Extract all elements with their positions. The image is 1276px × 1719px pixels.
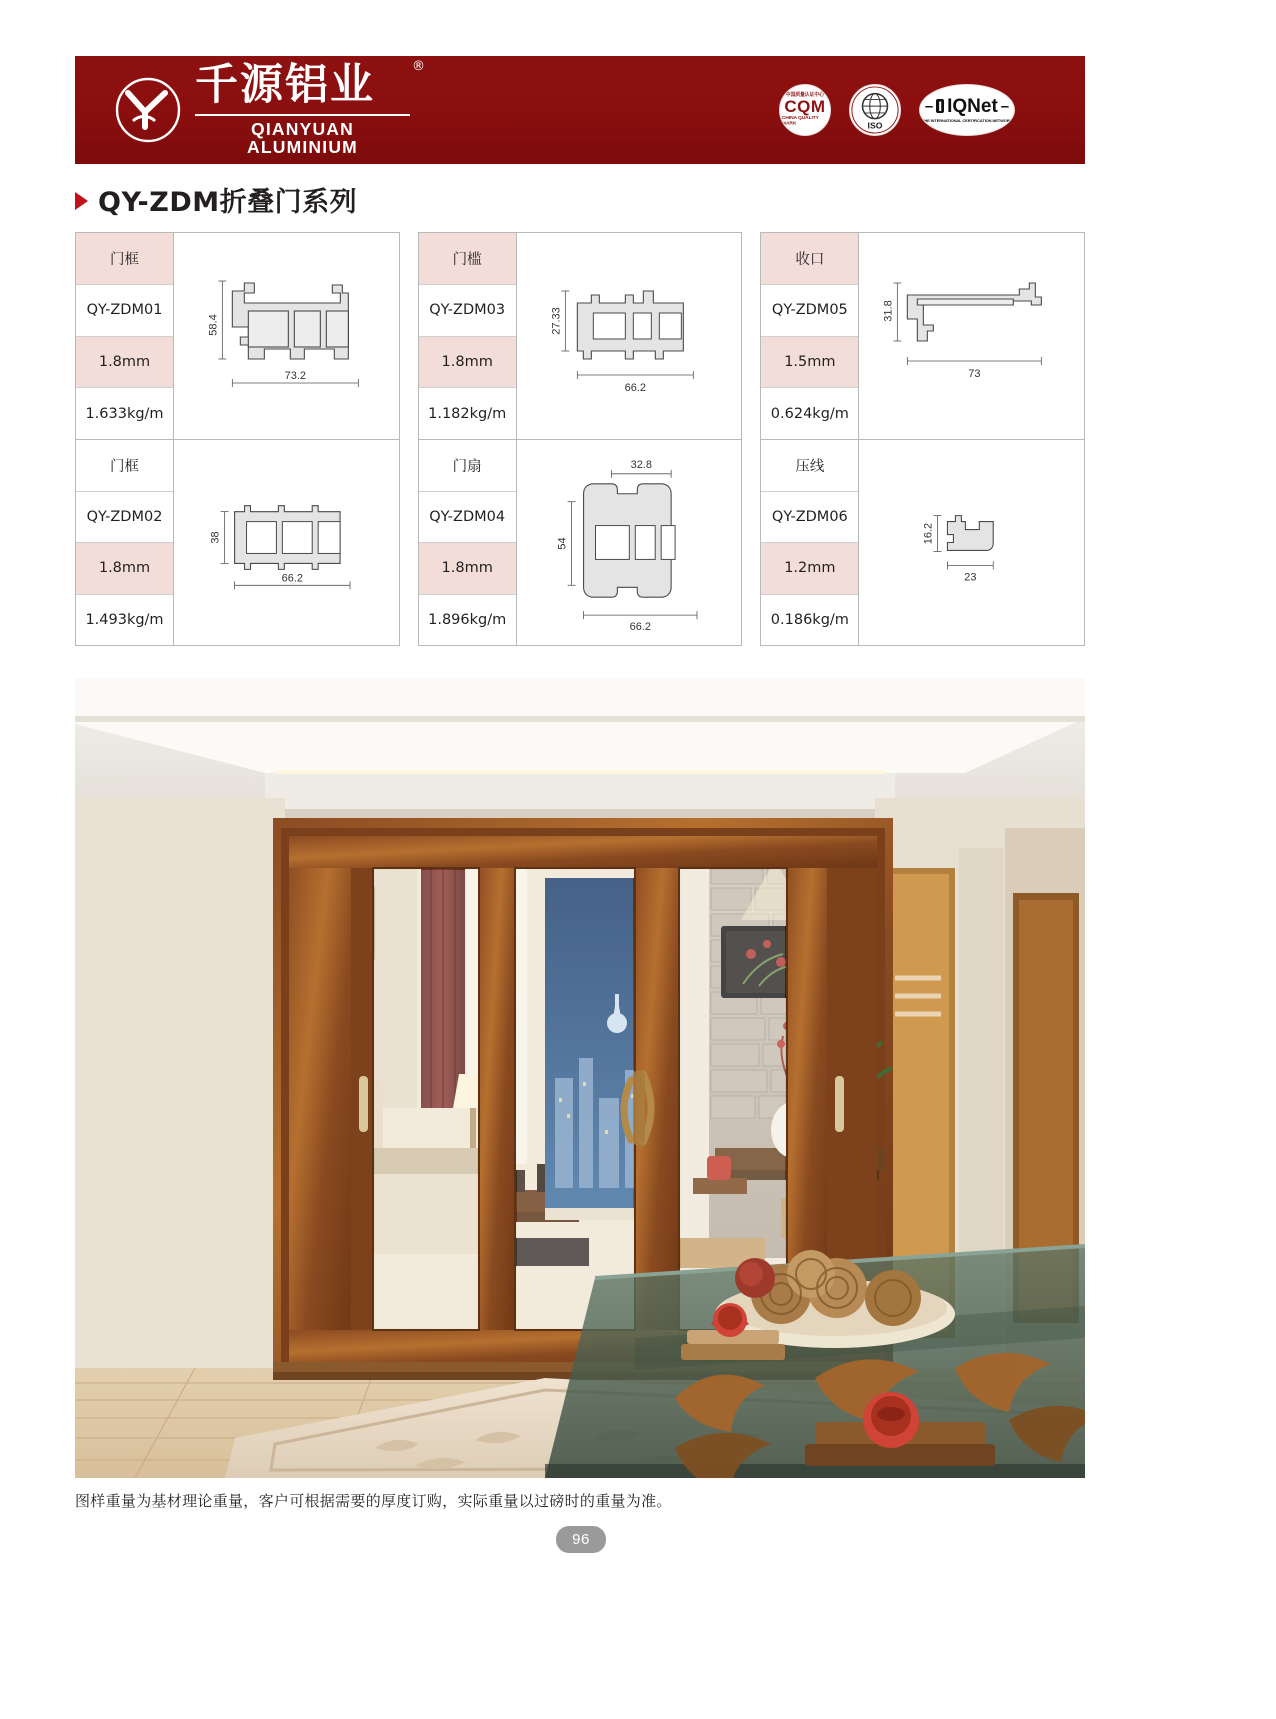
spec-labels <box>76 233 174 439</box>
spec-card-qy-zdm06 <box>761 439 1084 645</box>
dim-top: 32.8 <box>630 458 652 471</box>
spec-weight: 1.633kg/m <box>85 405 164 422</box>
spec-weight: 0.624kg/m <box>770 405 849 422</box>
spec-card-qy-zdm04 <box>419 439 742 645</box>
spec-code: QY-ZDM06 <box>761 492 858 544</box>
spec-code: QY-ZDM03 <box>419 285 516 337</box>
dim-height: 38 <box>209 531 222 544</box>
profile-drawing-qy-zdm05 <box>859 233 1084 439</box>
spec-thickness: 1.5mm <box>761 337 858 389</box>
spec-weight: 1.493kg/m <box>85 611 164 628</box>
dim-width: 66.2 <box>624 382 646 394</box>
dim-width: 66.2 <box>281 572 303 585</box>
profile-drawing-qy-zdm03 <box>517 233 742 439</box>
spec-column-1 <box>75 232 400 646</box>
spec-card-qy-zdm01 <box>76 233 399 439</box>
spec-code: QY-ZDM02 <box>76 492 173 544</box>
page-number-badge: 96 <box>556 1526 606 1553</box>
spec-thickness: 1.8mm <box>76 543 173 595</box>
spec-type: 门扇 <box>419 440 516 492</box>
iqnet-main: IQNet <box>947 95 998 117</box>
dim-height: 16.2 <box>922 522 935 545</box>
spec-labels <box>76 440 174 645</box>
spec-weight: 0.186kg/m <box>770 611 849 628</box>
iqnet-badge-icon: – I IQNet – THE INTERNATIONAL CERTIFICATION NETWORK <box>919 84 1015 136</box>
brand-name-cn <box>195 59 427 110</box>
profile-drawing-qy-zdm04 <box>517 440 742 645</box>
iqnet-sub: THE INTERNATIONAL CERTIFICATION NETWORK <box>921 118 1013 123</box>
folding-door-living-room-photo <box>75 678 1085 1478</box>
registered-mark: ® <box>412 59 427 74</box>
spec-thickness: 1.8mm <box>419 543 516 595</box>
spec-card-qy-zdm05 <box>761 233 1084 439</box>
dim-height: 58.4 <box>207 314 220 336</box>
spec-type: 门框 <box>76 233 173 285</box>
dim-width: 66.2 <box>629 621 651 634</box>
spec-card-qy-zdm03 <box>419 233 742 439</box>
spec-type: 收口 <box>761 233 858 285</box>
spec-labels <box>419 440 517 645</box>
spec-card-qy-zdm02 <box>76 439 399 645</box>
brand-name-en: QIANYUAN ALUMINIUM <box>195 114 410 156</box>
dim-width: 23 <box>964 571 977 584</box>
profile-drawing-qy-zdm06 <box>859 440 1084 645</box>
spec-labels <box>761 233 859 439</box>
cqm-main: CQM <box>784 97 826 117</box>
page-header <box>75 56 1085 164</box>
dim-height: 54 <box>556 537 569 550</box>
spec-type: 压线 <box>761 440 858 492</box>
spec-thickness: 1.2mm <box>761 543 858 595</box>
cqm-badge-icon <box>779 84 831 136</box>
spec-column-2 <box>418 232 743 646</box>
dim-width: 73 <box>968 368 981 380</box>
cqm-sub-cn: 中国质量认证中心 <box>785 92 825 98</box>
spec-grid <box>75 232 1085 646</box>
profile-drawing-qy-zdm01 <box>174 233 399 439</box>
spec-code: QY-ZDM01 <box>76 285 173 337</box>
spec-thickness: 1.8mm <box>419 337 516 389</box>
spec-weight: 1.896kg/m <box>428 611 507 628</box>
spec-thickness: 1.8mm <box>76 337 173 389</box>
spec-labels <box>761 440 859 645</box>
spec-weight: 1.182kg/m <box>428 405 507 422</box>
cqm-sub-en: CHINA QUALITY MARK <box>782 115 819 127</box>
certification-logos <box>779 84 1057 136</box>
dim-height: 27.33 <box>550 307 563 335</box>
brand-name-cn-text: 千源铝业 <box>195 60 375 110</box>
profile-drawing-qy-zdm02 <box>174 440 399 645</box>
brand-logo <box>115 59 427 157</box>
spec-code: QY-ZDM04 <box>419 492 516 544</box>
page-title: QY-ZDM折叠门系列 <box>98 187 358 218</box>
footnote: 图样重量为基材理论重量，客户可根据需要的厚度订购，实际重量以过磅时的重量为准。 <box>75 1492 672 1510</box>
spec-type: 门框 <box>76 440 173 492</box>
section-title <box>75 180 357 219</box>
iso-badge-icon <box>849 84 901 136</box>
spec-labels <box>419 233 517 439</box>
spec-column-3 <box>760 232 1085 646</box>
svg-text:ISO: ISO <box>867 120 883 131</box>
spec-type: 门槛 <box>419 233 516 285</box>
dim-width: 73.2 <box>284 370 307 382</box>
triangle-bullet-icon <box>75 192 88 210</box>
spec-code: QY-ZDM05 <box>761 285 858 337</box>
company-logo-icon <box>115 77 181 143</box>
dim-height: 31.8 <box>882 300 895 322</box>
